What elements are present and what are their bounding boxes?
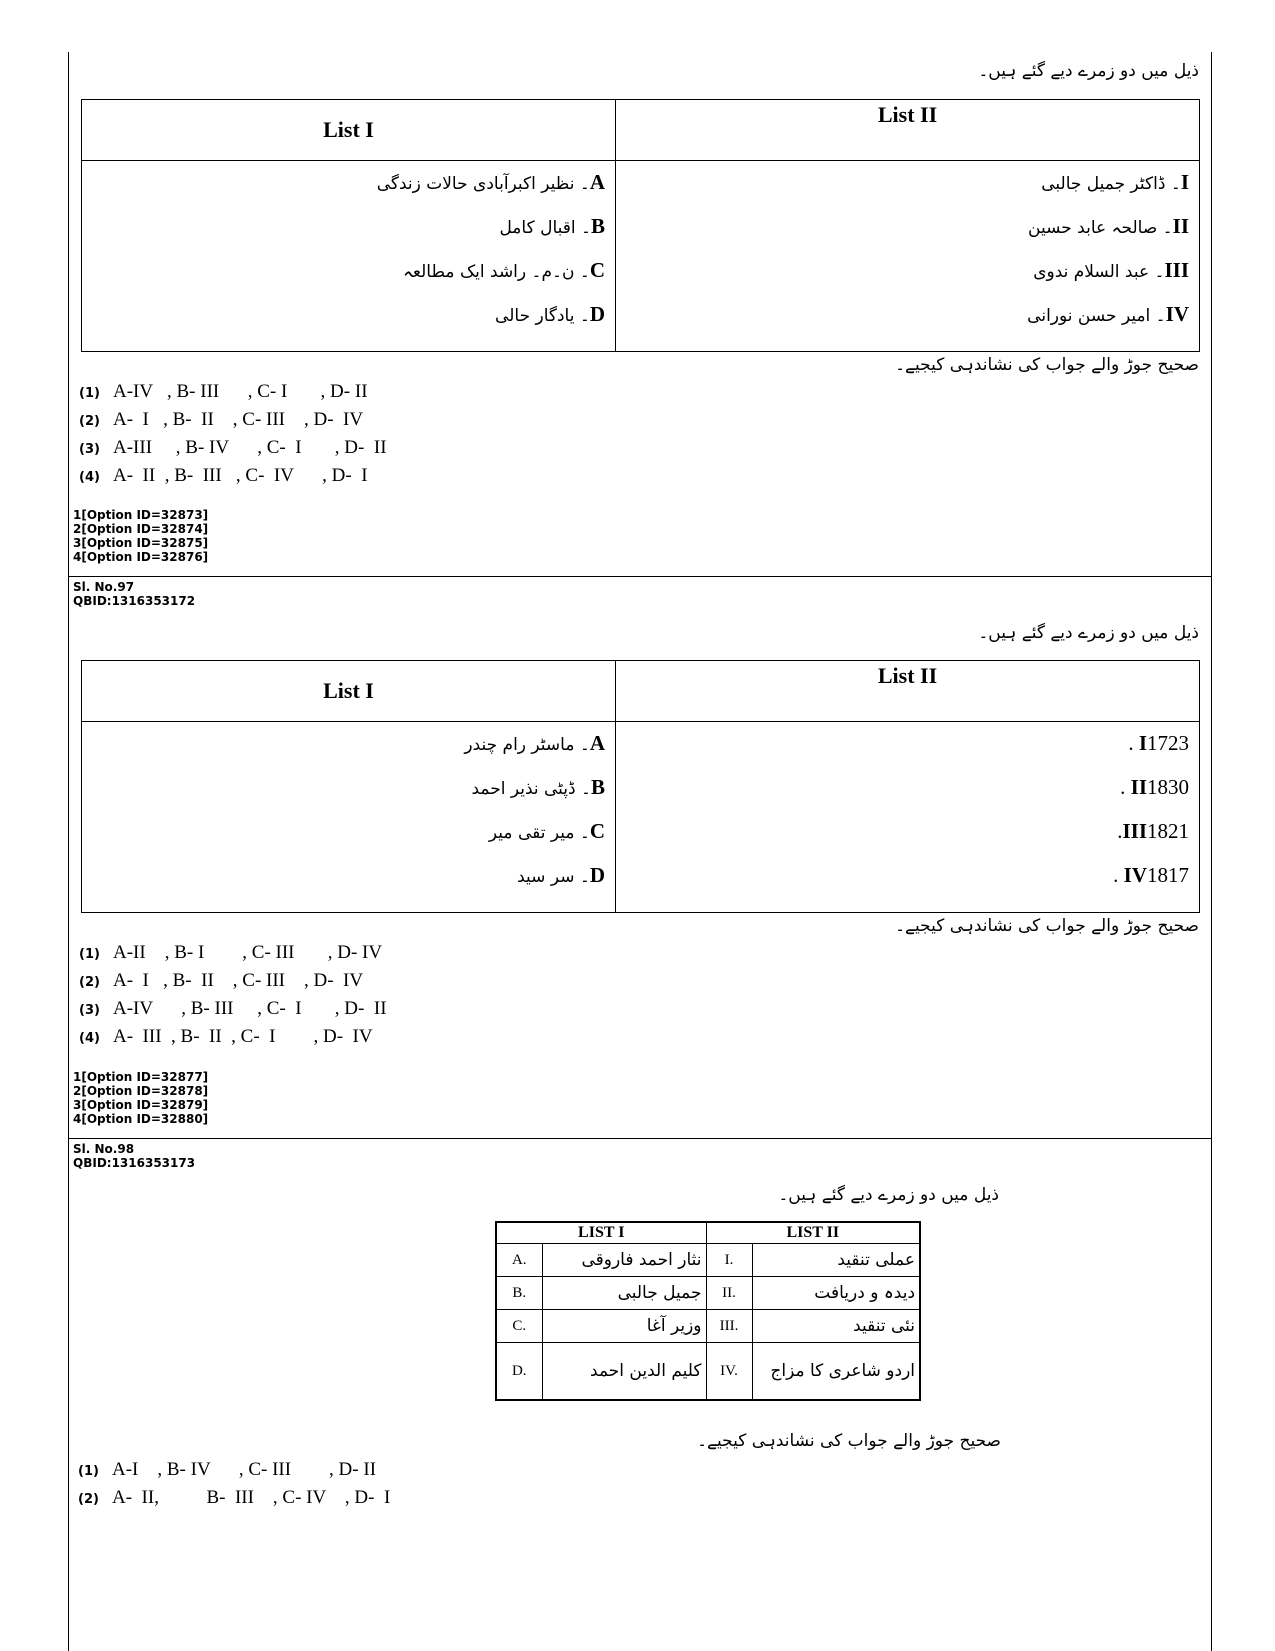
q96-list2-item-ii: II۔ صالحہ عابد حسین [1028, 214, 1189, 238]
divider [69, 1138, 1211, 1139]
row-label: C. [496, 1310, 542, 1343]
row-text: نثار احمد فاروقی [542, 1244, 706, 1277]
q96-option-1[interactable]: (1) A-IV , B- III , C- I , D- II [79, 381, 368, 402]
q97-list2-item-iii: III1821. [1117, 819, 1189, 843]
q97-list1-item-d: D۔ سر سید [517, 863, 605, 887]
q96-list1-item-c: C۔ ن۔م۔ راشد ایک مطالعہ [402, 258, 605, 282]
document-page [68, 52, 1212, 1651]
q96-list2-item-i: I۔ ڈاکٹر جمیل جالبی [1041, 170, 1189, 194]
q96-question: صحیح جوڑ والے جواب کی نشاندہی کیجیے۔ [895, 355, 1199, 375]
q97-list2-item-ii: II1830 . [1120, 775, 1189, 799]
row-label: III. [706, 1310, 752, 1343]
q97-match-table [81, 660, 1200, 913]
q97-sl-no: Sl. No.97 [73, 580, 135, 594]
q96-option-ids [73, 508, 208, 564]
q98-match-table [495, 1221, 921, 1401]
row-text: عملی تنقید [752, 1244, 920, 1277]
q98-intro: ذیل میں دو زمرے دیے گئے ہیں۔ [778, 1185, 999, 1205]
q96-list1-item-a: A۔ نظیر اکبرآبادی حالات زندگی [376, 170, 605, 194]
q96-list1-item-b: B۔ اقبال کامل [499, 214, 605, 238]
divider [69, 576, 1211, 577]
q98-qbid: QBID:1316353173 [73, 1156, 196, 1170]
q98-list2-header: LIST II [706, 1222, 920, 1244]
row-text: نئی تنقید [752, 1310, 920, 1343]
q96-match-table [81, 99, 1200, 352]
option-id: 1[Option ID=32873] [73, 508, 209, 522]
option-id: 3[Option ID=32875] [73, 536, 209, 550]
row-text: کلیم الدین احمد [542, 1343, 706, 1401]
q97-options [79, 939, 387, 1051]
option-id: 1[Option ID=32877] [73, 1070, 209, 1084]
table-row [496, 1310, 920, 1343]
table-row [496, 1343, 920, 1401]
q97-qbid: QBID:1316353172 [73, 594, 196, 608]
q97-option-2[interactable]: (2) A- I , B- II , C- III , D- IV [79, 970, 364, 991]
option-id: 2[Option ID=32878] [73, 1084, 209, 1098]
q98-option-2[interactable]: (2) A- II, B- III , C- IV , D- I [78, 1487, 391, 1508]
q96-option-4[interactable]: (4) A- II , B- III , C- IV , D- I [79, 465, 368, 486]
q96-list2-header: List II [616, 100, 1200, 161]
q96-list2-item-iv: IV۔ امیر حسن نورانی [1027, 302, 1189, 326]
option-id: 4[Option ID=32876] [73, 550, 209, 564]
q96-option-2[interactable]: (2) A- I , B- II , C- III , D- IV [79, 409, 364, 430]
option-id: 4[Option ID=32880] [73, 1112, 209, 1126]
row-text: وزیر آغا [542, 1310, 706, 1343]
q97-list2-header: List II [616, 661, 1200, 722]
q96-options [79, 378, 387, 490]
q96-intro: ذیل میں دو زمرے دیے گئے ہیں۔ [978, 61, 1199, 81]
row-label: D. [496, 1343, 542, 1401]
row-text: دیدہ و دریافت [752, 1277, 920, 1310]
q97-list1-cell [82, 722, 616, 913]
q97-option-ids [73, 1070, 208, 1126]
q98-list1-header: LIST I [496, 1222, 706, 1244]
q98-header [73, 1142, 195, 1170]
q97-question: صحیح جوڑ والے جواب کی نشاندہی کیجیے۔ [895, 916, 1199, 936]
q97-list2-item-i: I1723 . [1128, 731, 1189, 755]
q96-list1-cell [82, 161, 616, 352]
q97-list1-item-b: B۔ ڈپٹی نذیر احمد [471, 775, 605, 799]
row-text: جمیل جالبی [542, 1277, 706, 1310]
q98-question: صحیح جوڑ والے جواب کی نشاندہی کیجیے۔ [697, 1431, 1001, 1451]
q96-list2-cell [616, 161, 1200, 352]
row-label: II. [706, 1277, 752, 1310]
row-label: A. [496, 1244, 542, 1277]
q96-list2-item-iii: III۔ عبد السلام ندوی [1033, 258, 1189, 282]
q98-option-1[interactable]: (1) A-I , B- IV , C- III , D- II [78, 1459, 377, 1480]
q96-option-3[interactable]: (3) A-III , B- IV , C- I , D- II [79, 437, 387, 458]
q97-header [73, 580, 195, 608]
q97-list2-cell [616, 722, 1200, 913]
row-label: IV. [706, 1343, 752, 1401]
q96-list1-item-d: D۔ یادگار حالی [495, 302, 605, 326]
q97-list1-header: List I [82, 661, 616, 722]
row-label: I. [706, 1244, 752, 1277]
option-id: 2[Option ID=32874] [73, 522, 209, 536]
q97-option-3[interactable]: (3) A-IV , B- III , C- I , D- II [79, 998, 387, 1019]
row-text: اردو شاعری کا مزاج [752, 1343, 920, 1401]
q98-sl-no: Sl. No.98 [73, 1142, 135, 1156]
table-row [496, 1244, 920, 1277]
q97-intro: ذیل میں دو زمرے دیے گئے ہیں۔ [978, 623, 1199, 643]
q96-list1-header: List I [82, 100, 616, 161]
q97-list2-item-iv: IV1817 . [1113, 863, 1189, 887]
q97-list1-item-c: C۔ میر تقی میر [488, 819, 605, 843]
q98-options [78, 1456, 390, 1512]
option-id: 3[Option ID=32879] [73, 1098, 209, 1112]
q97-list1-item-a: A۔ ماسٹر رام چندر [464, 731, 605, 755]
row-label: B. [496, 1277, 542, 1310]
q97-option-4[interactable]: (4) A- III , B- II , C- I , D- IV [79, 1026, 373, 1047]
table-row [496, 1277, 920, 1310]
q97-option-1[interactable]: (1) A-II , B- I , C- III , D- IV [79, 942, 383, 963]
